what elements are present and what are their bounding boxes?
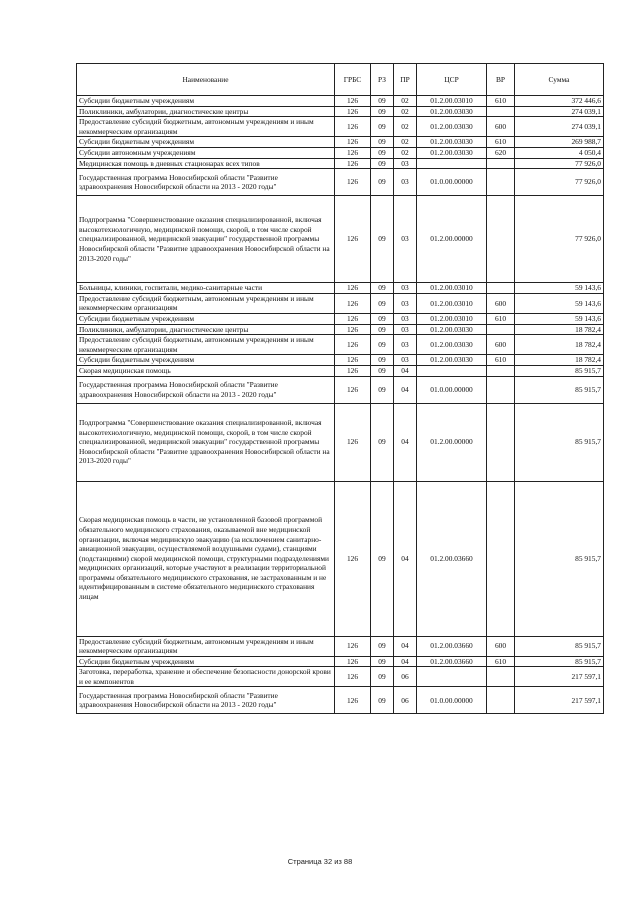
table-row bbox=[77, 106, 604, 117]
table-row bbox=[77, 376, 604, 403]
cell-vr: 610 bbox=[487, 137, 515, 148]
cell-grbs: 126 bbox=[335, 117, 371, 137]
cell-grbs: 126 bbox=[335, 656, 371, 667]
cell-rz: 09 bbox=[371, 355, 394, 366]
cell-pr: 02 bbox=[394, 117, 417, 137]
cell-pr: 04 bbox=[394, 656, 417, 667]
cell-csr: 01.2.00.03030 bbox=[417, 117, 487, 137]
header-name: Наименование bbox=[77, 64, 335, 96]
cell-vr bbox=[487, 667, 515, 687]
cell-vr: 610 bbox=[487, 656, 515, 667]
cell-vr bbox=[487, 376, 515, 403]
cell-grbs: 126 bbox=[335, 335, 371, 355]
cell-pr: 02 bbox=[394, 147, 417, 158]
cell-grbs: 126 bbox=[335, 147, 371, 158]
cell-rz: 09 bbox=[371, 376, 394, 403]
cell-vr bbox=[487, 169, 515, 196]
cell-name: Скорая медицинская помощь bbox=[77, 365, 335, 376]
cell-rz: 09 bbox=[371, 169, 394, 196]
cell-vr: 610 bbox=[487, 96, 515, 107]
cell-rz: 09 bbox=[371, 667, 394, 687]
cell-name: Субсидии бюджетным учреждениям bbox=[77, 96, 335, 107]
cell-csr: 01.2.00.03030 bbox=[417, 335, 487, 355]
cell-vr: 600 bbox=[487, 636, 515, 656]
cell-name: Подпрограмма "Совершенствование оказания специализированной, включая высокотехнологичную, медицинской помощи, скорой, в том числе скорой специализированной, медицинской эвакуации" государственной программы Новосибирской области "Развитие здравоохранения Новосибирской области на 2013-2020 годы" bbox=[77, 403, 335, 481]
cell-sum: 18 782,4 bbox=[515, 324, 604, 335]
cell-name: Предоставление субсидий бюджетным, автономным учреждениям и иным некоммерческим организациям bbox=[77, 117, 335, 137]
cell-grbs: 126 bbox=[335, 376, 371, 403]
cell-vr: 610 bbox=[487, 355, 515, 366]
cell-csr: 01.2.00.03010 bbox=[417, 313, 487, 324]
cell-csr: 01.2.00.00000 bbox=[417, 403, 487, 481]
cell-vr bbox=[487, 687, 515, 714]
cell-vr bbox=[487, 158, 515, 169]
budget-table bbox=[76, 63, 604, 714]
header-sum: Сумма bbox=[515, 64, 604, 96]
cell-pr: 06 bbox=[394, 667, 417, 687]
cell-pr: 04 bbox=[394, 365, 417, 376]
cell-sum: 85 915,7 bbox=[515, 365, 604, 376]
cell-pr: 03 bbox=[394, 158, 417, 169]
cell-sum: 77 926,0 bbox=[515, 158, 604, 169]
cell-name: Предоставление субсидий бюджетным, автономным учреждениям и иным некоммерческим организациям bbox=[77, 293, 335, 313]
cell-grbs: 126 bbox=[335, 196, 371, 283]
cell-pr: 04 bbox=[394, 376, 417, 403]
table-row bbox=[77, 355, 604, 366]
cell-pr: 06 bbox=[394, 687, 417, 714]
cell-csr: 01.2.00.03030 bbox=[417, 324, 487, 335]
cell-rz: 09 bbox=[371, 96, 394, 107]
cell-rz: 09 bbox=[371, 403, 394, 481]
cell-csr bbox=[417, 667, 487, 687]
table-row bbox=[77, 137, 604, 148]
cell-vr bbox=[487, 481, 515, 636]
cell-vr: 600 bbox=[487, 293, 515, 313]
cell-name: Предоставление субсидий бюджетным, автономным учреждениям и иным некоммерческим организациям bbox=[77, 636, 335, 656]
cell-pr: 03 bbox=[394, 196, 417, 283]
cell-rz: 09 bbox=[371, 335, 394, 355]
cell-csr: 01.2.00.03030 bbox=[417, 355, 487, 366]
header-grbs: ГРБС bbox=[335, 64, 371, 96]
cell-grbs: 126 bbox=[335, 283, 371, 294]
cell-sum: 85 915,7 bbox=[515, 376, 604, 403]
cell-sum: 85 915,7 bbox=[515, 656, 604, 667]
cell-name: Предоставление субсидий бюджетным, автономным учреждениям и иным некоммерческим организациям bbox=[77, 335, 335, 355]
cell-name: Субсидии бюджетным учреждениям bbox=[77, 313, 335, 324]
cell-grbs: 126 bbox=[335, 636, 371, 656]
cell-csr: 01.2.00.03010 bbox=[417, 283, 487, 294]
cell-sum: 269 988,7 bbox=[515, 137, 604, 148]
cell-rz: 09 bbox=[371, 636, 394, 656]
header-vr: ВР bbox=[487, 64, 515, 96]
cell-rz: 09 bbox=[371, 313, 394, 324]
cell-csr: 01.2.00.03660 bbox=[417, 481, 487, 636]
cell-csr: 01.2.00.03660 bbox=[417, 636, 487, 656]
cell-name: Больницы, клиники, госпитали, медико-санитарные части bbox=[77, 283, 335, 294]
table-body bbox=[77, 96, 604, 714]
table-row bbox=[77, 169, 604, 196]
cell-vr bbox=[487, 283, 515, 294]
cell-csr: 01.2.00.03660 bbox=[417, 656, 487, 667]
cell-name: Подпрограмма "Совершенствование оказания специализированной, включая высокотехнологичную, медицинской помощи, скорой, в том числе скорой специализированной, медицинской эвакуации" государственной программы Новосибирской области "Развитие здравоохранения Новосибирской области на 2013-2020 годы" bbox=[77, 196, 335, 283]
cell-name: Заготовка, переработка, хранение и обеспечение безопасности донорской крови и ее компонентов bbox=[77, 667, 335, 687]
cell-grbs: 126 bbox=[335, 481, 371, 636]
cell-sum: 274 039,1 bbox=[515, 117, 604, 137]
cell-name: Государственная программа Новосибирской области "Развитие здравоохранения Новосибирской области на 2013 - 2020 годы" bbox=[77, 376, 335, 403]
cell-grbs: 126 bbox=[335, 293, 371, 313]
cell-grbs: 126 bbox=[335, 158, 371, 169]
cell-sum: 85 915,7 bbox=[515, 481, 604, 636]
cell-csr: 01.0.00.00000 bbox=[417, 169, 487, 196]
table-row bbox=[77, 158, 604, 169]
cell-name: Государственная программа Новосибирской области "Развитие здравоохранения Новосибирской области на 2013 - 2020 годы" bbox=[77, 169, 335, 196]
cell-sum: 18 782,4 bbox=[515, 355, 604, 366]
cell-pr: 04 bbox=[394, 403, 417, 481]
cell-sum: 59 143,6 bbox=[515, 293, 604, 313]
page-number: Страница 32 из 88 bbox=[287, 857, 353, 866]
cell-csr: 01.2.00.03030 bbox=[417, 137, 487, 148]
cell-sum: 217 597,1 bbox=[515, 667, 604, 687]
cell-name: Медицинская помощь в дневных стационарах всех типов bbox=[77, 158, 335, 169]
cell-pr: 03 bbox=[394, 313, 417, 324]
cell-vr bbox=[487, 324, 515, 335]
header-rz: РЗ bbox=[371, 64, 394, 96]
cell-name: Государственная программа Новосибирской области "Развитие здравоохранения Новосибирской области на 2013 - 2020 годы" bbox=[77, 687, 335, 714]
cell-sum: 77 926,0 bbox=[515, 196, 604, 283]
table-row bbox=[77, 687, 604, 714]
cell-grbs: 126 bbox=[335, 355, 371, 366]
cell-csr: 01.2.00.03010 bbox=[417, 96, 487, 107]
cell-vr bbox=[487, 106, 515, 117]
cell-rz: 09 bbox=[371, 687, 394, 714]
cell-vr bbox=[487, 196, 515, 283]
cell-csr: 01.2.00.03030 bbox=[417, 106, 487, 117]
cell-rz: 09 bbox=[371, 106, 394, 117]
table-row bbox=[77, 667, 604, 687]
table-row bbox=[77, 324, 604, 335]
table-row bbox=[77, 147, 604, 158]
cell-csr: 01.2.00.03030 bbox=[417, 147, 487, 158]
cell-rz: 09 bbox=[371, 196, 394, 283]
cell-rz: 09 bbox=[371, 147, 394, 158]
cell-pr: 03 bbox=[394, 283, 417, 294]
table-row bbox=[77, 636, 604, 656]
cell-rz: 09 bbox=[371, 656, 394, 667]
table-row bbox=[77, 335, 604, 355]
cell-pr: 02 bbox=[394, 106, 417, 117]
cell-sum: 217 597,1 bbox=[515, 687, 604, 714]
cell-csr: 01.0.00.00000 bbox=[417, 376, 487, 403]
cell-grbs: 126 bbox=[335, 365, 371, 376]
header-pr: ПР bbox=[394, 64, 417, 96]
cell-rz: 09 bbox=[371, 158, 394, 169]
cell-pr: 03 bbox=[394, 335, 417, 355]
cell-name: Поликлиники, амбулатории, диагностические центры bbox=[77, 324, 335, 335]
cell-sum: 18 782,4 bbox=[515, 335, 604, 355]
cell-pr: 02 bbox=[394, 96, 417, 107]
cell-grbs: 126 bbox=[335, 96, 371, 107]
document-page bbox=[76, 63, 603, 714]
cell-sum: 77 926,0 bbox=[515, 169, 604, 196]
table-row bbox=[77, 283, 604, 294]
cell-sum: 274 039,1 bbox=[515, 106, 604, 117]
cell-vr: 610 bbox=[487, 313, 515, 324]
table-row bbox=[77, 313, 604, 324]
cell-grbs: 126 bbox=[335, 324, 371, 335]
cell-rz: 09 bbox=[371, 293, 394, 313]
cell-rz: 09 bbox=[371, 137, 394, 148]
cell-name: Субсидии автономным учреждениям bbox=[77, 147, 335, 158]
cell-vr: 620 bbox=[487, 147, 515, 158]
table-row bbox=[77, 196, 604, 283]
cell-name: Субсидии бюджетным учреждениям bbox=[77, 137, 335, 148]
table-header-row bbox=[77, 64, 604, 96]
cell-grbs: 126 bbox=[335, 169, 371, 196]
cell-grbs: 126 bbox=[335, 687, 371, 714]
cell-pr: 03 bbox=[394, 169, 417, 196]
cell-csr bbox=[417, 158, 487, 169]
cell-sum: 4 050,4 bbox=[515, 147, 604, 158]
cell-vr: 600 bbox=[487, 117, 515, 137]
cell-pr: 04 bbox=[394, 636, 417, 656]
cell-grbs: 126 bbox=[335, 403, 371, 481]
cell-name: Субсидии бюджетным учреждениям bbox=[77, 355, 335, 366]
cell-sum: 372 446,6 bbox=[515, 96, 604, 107]
cell-csr: 01.2.00.00000 bbox=[417, 196, 487, 283]
cell-pr: 03 bbox=[394, 293, 417, 313]
cell-name: Субсидии бюджетным учреждениям bbox=[77, 656, 335, 667]
cell-pr: 02 bbox=[394, 137, 417, 148]
cell-sum: 59 143,6 bbox=[515, 313, 604, 324]
header-csr: ЦСР bbox=[417, 64, 487, 96]
cell-grbs: 126 bbox=[335, 667, 371, 687]
cell-rz: 09 bbox=[371, 283, 394, 294]
cell-pr: 03 bbox=[394, 324, 417, 335]
cell-vr bbox=[487, 403, 515, 481]
table-row bbox=[77, 96, 604, 107]
cell-grbs: 126 bbox=[335, 313, 371, 324]
cell-sum: 85 915,7 bbox=[515, 403, 604, 481]
cell-sum: 85 915,7 bbox=[515, 636, 604, 656]
cell-csr: 01.0.00.00000 bbox=[417, 687, 487, 714]
cell-vr: 600 bbox=[487, 335, 515, 355]
table-row bbox=[77, 403, 604, 481]
cell-name: Поликлиники, амбулатории, диагностические центры bbox=[77, 106, 335, 117]
cell-rz: 09 bbox=[371, 365, 394, 376]
cell-vr bbox=[487, 365, 515, 376]
cell-sum: 59 143,6 bbox=[515, 283, 604, 294]
cell-pr: 04 bbox=[394, 481, 417, 636]
table-row bbox=[77, 481, 604, 636]
cell-grbs: 126 bbox=[335, 137, 371, 148]
cell-csr bbox=[417, 365, 487, 376]
cell-name: Скорая медицинская помощь в части, не установленной базовой программой обязательного медицинского страхования, оказываемой вне медицинской организации, включая медицинскую эвакуацию (за исключением санитарно-авиационной эвакуации, осуществляемой воздушными судами), станциями (подстанциями) скорой медицинской помощи, структурными подразделениями медицинских организаций, которые участвуют в реализации территориальной программы обязательного медицинского страхования, не застрахованным и не идентифицированным в системе обязательного медицинского страхования лицам bbox=[77, 481, 335, 636]
cell-grbs: 126 bbox=[335, 106, 371, 117]
cell-rz: 09 bbox=[371, 481, 394, 636]
table-row bbox=[77, 656, 604, 667]
table-row bbox=[77, 293, 604, 313]
cell-csr: 01.2.00.03010 bbox=[417, 293, 487, 313]
cell-rz: 09 bbox=[371, 324, 394, 335]
cell-rz: 09 bbox=[371, 117, 394, 137]
cell-pr: 03 bbox=[394, 355, 417, 366]
table-row bbox=[77, 117, 604, 137]
table-row bbox=[77, 365, 604, 376]
